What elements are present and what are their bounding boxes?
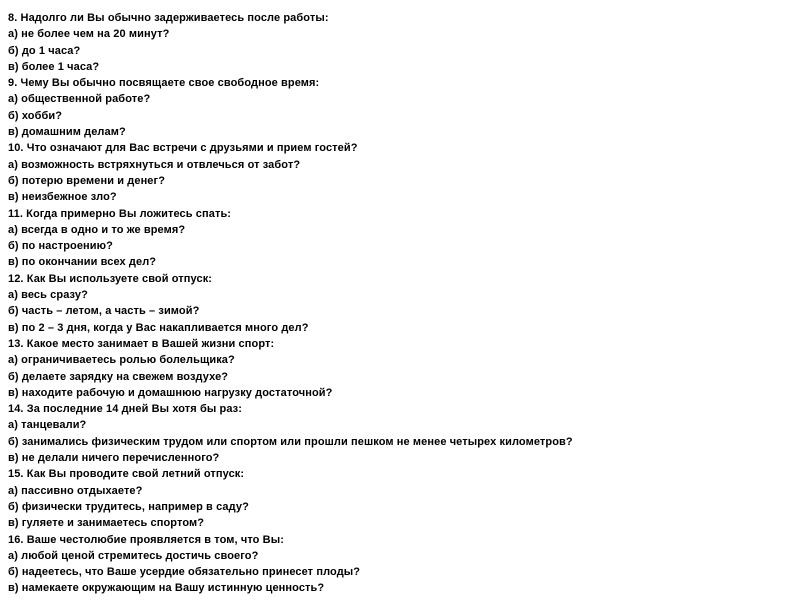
answer-option: а) пассивно отдыхаете? — [8, 484, 143, 497]
question-title: 16. Ваше честолюбие проявляется в том, что Вы: — [8, 533, 284, 546]
answer-option: а) всегда в одно и то же время? — [8, 223, 186, 236]
question-title: 13. Какое место занимает в Вашей жизни спорт: — [8, 337, 275, 350]
answer-option: а) весь сразу? — [8, 289, 88, 302]
questionnaire-page — [8, 10, 793, 597]
answer-option: в) не делали ничего перечисленного? — [8, 452, 220, 465]
answer-option: б) часть – летом, а часть – зимой? — [8, 305, 200, 318]
question-13 — [8, 336, 793, 401]
answer-option: в) намекаете окружающим на Вашу истинную ценность? — [8, 582, 325, 595]
answer-option: б) физически трудитесь, например в саду? — [8, 500, 249, 513]
answer-option: б) надеетесь, что Ваше усердие обязательно принесет плоды? — [8, 566, 361, 579]
answer-option: б) по настроению? — [8, 240, 113, 253]
question-10 — [8, 140, 793, 205]
answer-option: а) возможность встряхнуться и отвлечься от забот? — [8, 158, 301, 171]
answer-option: в) по окончании всех дел? — [8, 256, 157, 269]
question-11 — [8, 206, 793, 271]
question-title: 8. Надолго ли Вы обычно задерживаетесь после работы: — [8, 12, 329, 24]
question-12 — [8, 271, 793, 336]
answer-option: а) не более чем на 20 минут? — [8, 28, 170, 41]
question-title: 10. Что означают для Вас встречи с друзьями и прием гостей? — [8, 142, 358, 155]
question-title: 9. Чему Вы обычно посвящаете свое свободное время: — [8, 77, 320, 90]
answer-option: в) по 2 – 3 дня, когда у Вас накапливается много дел? — [8, 321, 309, 334]
question-9 — [8, 75, 793, 140]
answer-option: в) домашним делам? — [8, 126, 126, 139]
question-8 — [8, 10, 793, 75]
question-title: 15. Как Вы проводите свой летний отпуск: — [8, 468, 245, 481]
question-16 — [8, 532, 793, 597]
answer-option: а) танцевали? — [8, 419, 87, 432]
answer-option: в) находите рабочую и домашнюю нагрузку достаточной? — [8, 386, 333, 399]
answer-option: б) занимались физическим трудом или спортом или прошли пешком не менее четырех километров? — [8, 435, 573, 448]
answer-option: б) потерю времени и денег? — [8, 174, 166, 187]
answer-option: а) ограничиваетесь ролью болельщика? — [8, 354, 235, 367]
answer-option: а) любой ценой стремитесь достичь своего? — [8, 549, 259, 562]
answer-option: в) более 1 часа? — [8, 60, 100, 73]
question-15 — [8, 466, 793, 531]
question-title: 12. Как Вы используете свой отпуск: — [8, 272, 213, 285]
answer-option: б) делаете зарядку на свежем воздухе? — [8, 370, 229, 383]
answer-option: в) неизбежное зло? — [8, 191, 117, 204]
answer-option: б) хобби? — [8, 109, 63, 122]
answer-option: в) гуляете и занимаетесь спортом? — [8, 517, 205, 530]
question-title: 11. Когда примерно Вы ложитесь спать: — [8, 207, 232, 220]
question-14 — [8, 401, 793, 466]
answer-option: а) общественной работе? — [8, 93, 151, 106]
answer-option: б) до 1 часа? — [8, 44, 81, 57]
question-title: 14. За последние 14 дней Вы хотя бы раз: — [8, 403, 243, 416]
